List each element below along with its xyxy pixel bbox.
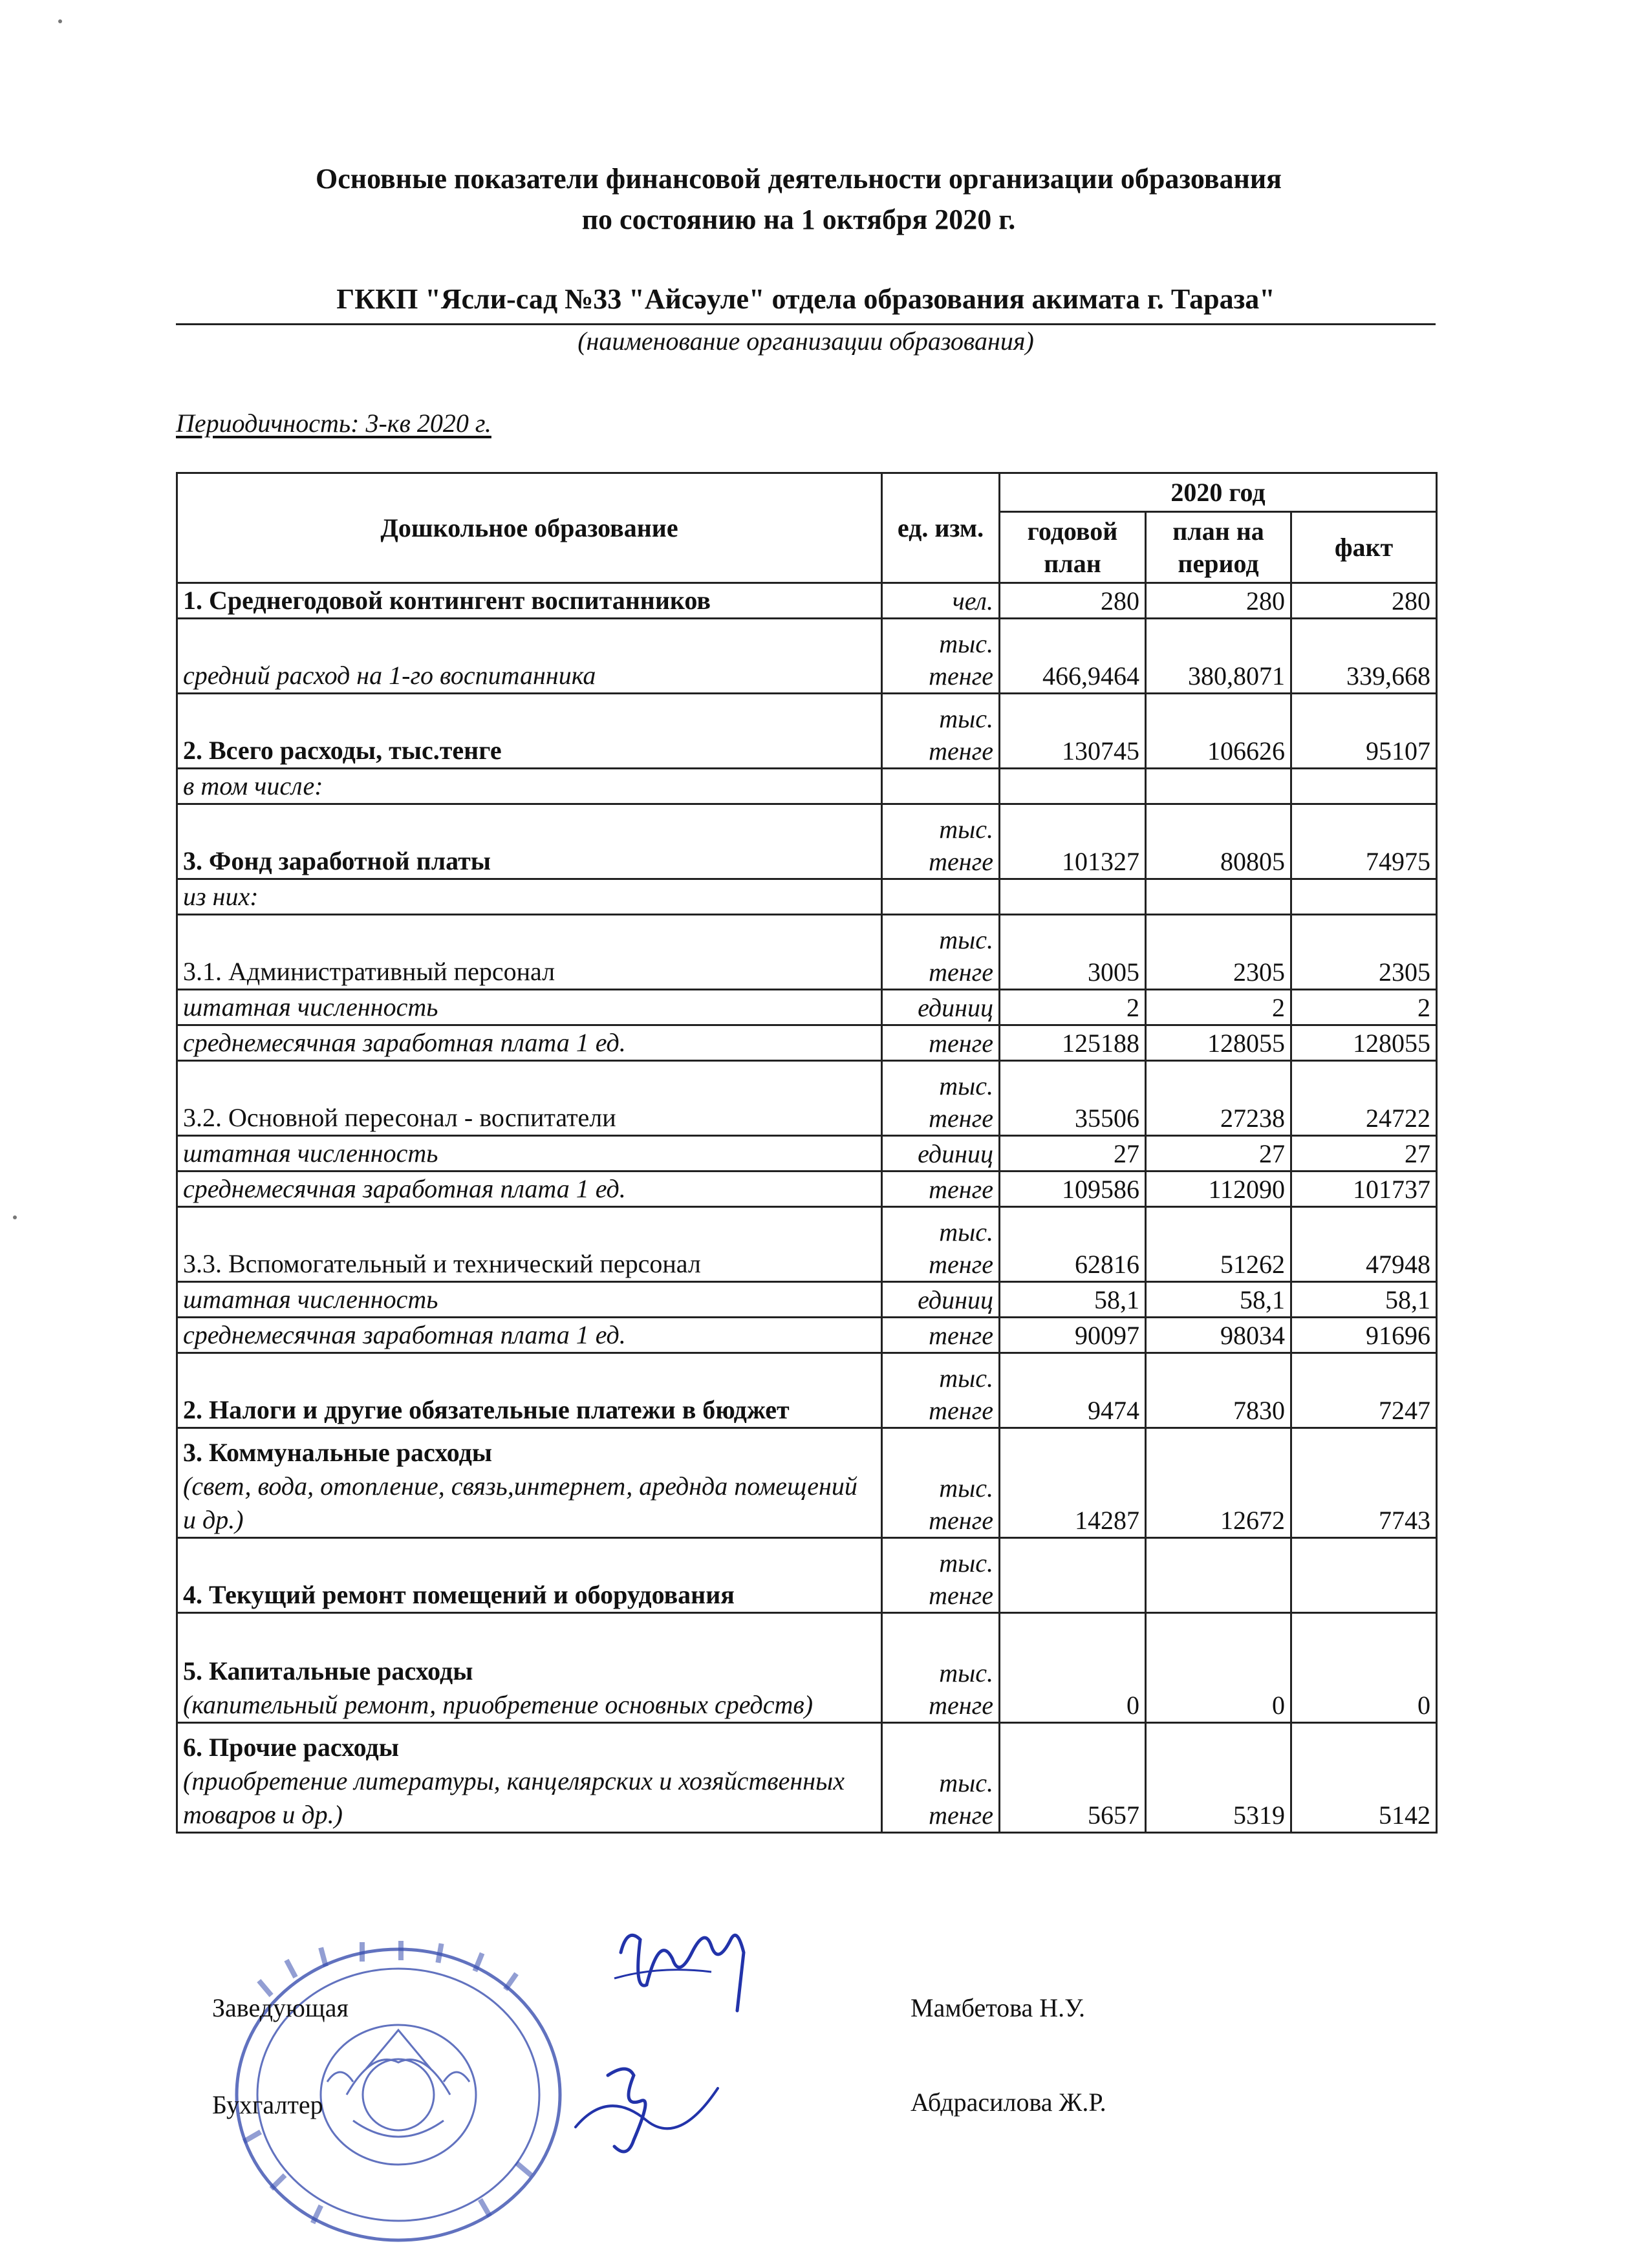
row-label: 3.2. Основной пересонал - воспитатели (183, 1103, 616, 1132)
row-value-fact: 27 (1291, 1136, 1437, 1171)
row-unit: чел. (882, 583, 1000, 619)
row-label: 3.3. Вспомогательный и технический персонал (183, 1249, 701, 1278)
row-label-cell (177, 1061, 882, 1136)
row-label: из них: (183, 882, 259, 911)
row-label: 3.1. Административный персонал (183, 957, 555, 986)
row-value-fact: 339,668 (1291, 619, 1437, 694)
scan-speck (13, 1215, 17, 1219)
table-row (177, 694, 1437, 769)
row-value-annual: 27 (1000, 1136, 1146, 1171)
row-unit: единиц (882, 990, 1000, 1025)
row-unit: тыс. тенге (882, 1613, 1000, 1723)
header-section: Дошкольное образование (177, 473, 882, 583)
table-row (177, 915, 1437, 990)
row-label-cell (177, 915, 882, 990)
row-label: 2. Всего расходы, тыс.тенге (183, 736, 502, 765)
table-row (177, 1353, 1437, 1428)
row-label-cell (177, 1025, 882, 1061)
row-unit: тыс. тенге (882, 1061, 1000, 1136)
row-label-cell (177, 769, 882, 804)
row-value-annual: 90097 (1000, 1318, 1146, 1353)
head-role-label: Заведующая (212, 1993, 349, 2022)
row-value-period: 380,8071 (1146, 619, 1291, 694)
row-value-fact: 2305 (1291, 915, 1437, 990)
row-label-cell (177, 1428, 882, 1538)
row-value-period: 51262 (1146, 1207, 1291, 1282)
row-value-period (1146, 1538, 1291, 1613)
row-label: среднемесячная заработная плата 1 ед. (183, 1320, 626, 1349)
row-value-annual: 3005 (1000, 915, 1146, 990)
row-note: (свет, вода, отопление, связь,интернет, ареднда помещений и др.) (183, 1471, 857, 1534)
row-unit: тыс. тенге (882, 1428, 1000, 1538)
organization-caption: (наименование организации образования) (577, 326, 1034, 356)
row-value-fact (1291, 1538, 1437, 1613)
row-label-cell (177, 583, 882, 619)
row-value-fact: 7247 (1291, 1353, 1437, 1428)
row-unit: тыс. тенге (882, 804, 1000, 879)
row-label: 1. Среднегодовой контингент воспитанников (183, 586, 711, 615)
row-value-annual: 35506 (1000, 1061, 1146, 1136)
row-value-period: 58,1 (1146, 1282, 1291, 1318)
row-value-fact (1291, 879, 1437, 915)
periodicity-label: Периодичность: 3-кв 2020 г. (176, 409, 491, 438)
row-value-annual: 280 (1000, 583, 1146, 619)
row-unit: единиц (882, 1136, 1000, 1171)
row-label-cell (177, 1318, 882, 1353)
row-value-annual: 14287 (1000, 1428, 1146, 1538)
row-unit: тыс. тенге (882, 915, 1000, 990)
row-value-period: 112090 (1146, 1171, 1291, 1207)
row-note: (приобретение литературы, канцелярских и хозяйственных товаров и др.) (183, 1766, 845, 1829)
row-value-fact: 74975 (1291, 804, 1437, 879)
row-value-annual: 58,1 (1000, 1282, 1146, 1318)
table-row (177, 1538, 1437, 1613)
row-unit: единиц (882, 1282, 1000, 1318)
table-row (177, 769, 1437, 804)
row-value-fact: 2 (1291, 990, 1437, 1025)
table-row (177, 1061, 1437, 1136)
row-label: среднемесячная заработная плата 1 ед. (183, 1028, 626, 1057)
row-value-period: 12672 (1146, 1428, 1291, 1538)
report-title: Основные показатели финансовой деятельности организации образования (315, 163, 1282, 195)
row-label-cell (177, 1723, 882, 1833)
row-label-cell (177, 1207, 882, 1282)
row-unit: тыс. тенге (882, 1353, 1000, 1428)
row-value-period: 106626 (1146, 694, 1291, 769)
row-value-annual: 130745 (1000, 694, 1146, 769)
table-row (177, 1136, 1437, 1171)
head-name: Мамбетова Н.У. (911, 1993, 1085, 2022)
scan-speck (58, 19, 62, 23)
row-value-period: 2305 (1146, 915, 1291, 990)
row-value-fact: 280 (1291, 583, 1437, 619)
row-value-annual: 2 (1000, 990, 1146, 1025)
row-label-cell (177, 694, 882, 769)
table-row (177, 583, 1437, 619)
row-value-annual (1000, 769, 1146, 804)
row-value-period (1146, 879, 1291, 915)
row-label: 3. Фонд заработной платы (183, 846, 491, 875)
row-value-period: 280 (1146, 583, 1291, 619)
row-value-period: 128055 (1146, 1025, 1291, 1061)
table-row (177, 1207, 1437, 1282)
row-label: 5. Капитальные расходы (183, 1656, 473, 1685)
row-value-period: 27238 (1146, 1061, 1291, 1136)
row-unit: тыс. тенге (882, 694, 1000, 769)
row-label-cell (177, 990, 882, 1025)
accountant-role-label: Бухгалтер (212, 2090, 323, 2119)
row-label: штатная численность (183, 992, 438, 1022)
row-label-cell (177, 1613, 882, 1723)
row-label-cell (177, 879, 882, 915)
row-value-period: 98034 (1146, 1318, 1291, 1353)
row-label: 6. Прочие расходы (183, 1733, 399, 1762)
row-value-fact: 24722 (1291, 1061, 1437, 1136)
row-value-period: 0 (1146, 1613, 1291, 1723)
row-value-annual: 5657 (1000, 1723, 1146, 1833)
row-value-annual: 0 (1000, 1613, 1146, 1723)
table-row (177, 804, 1437, 879)
row-label-cell (177, 1353, 882, 1428)
row-label: 3. Коммунальные расходы (183, 1438, 493, 1467)
row-value-period: 5319 (1146, 1723, 1291, 1833)
header-year: 2020 год (1000, 473, 1437, 512)
row-label: 4. Текущий ремонт помещений и оборудования (183, 1580, 735, 1609)
row-value-period: 27 (1146, 1136, 1291, 1171)
table-row (177, 1723, 1437, 1833)
accountant-name: Абдрасилова Ж.Р. (911, 2088, 1106, 2117)
row-label-cell (177, 1136, 882, 1171)
row-value-annual: 466,9464 (1000, 619, 1146, 694)
header-fact: факт (1291, 512, 1437, 583)
table-header-row (177, 473, 1437, 512)
table-row (177, 1428, 1437, 1538)
row-unit (882, 769, 1000, 804)
row-label: средний расход на 1-го воспитанника (183, 661, 596, 690)
row-unit: тенге (882, 1025, 1000, 1061)
table-row (177, 1171, 1437, 1207)
row-value-period: 80805 (1146, 804, 1291, 879)
row-unit: тыс. тенге (882, 1538, 1000, 1613)
table-row (177, 1282, 1437, 1318)
row-value-fact: 128055 (1291, 1025, 1437, 1061)
financial-indicators-table (176, 472, 1438, 1834)
row-value-fact: 47948 (1291, 1207, 1437, 1282)
row-value-period: 7830 (1146, 1353, 1291, 1428)
row-value-fact: 7743 (1291, 1428, 1437, 1538)
row-value-period: 2 (1146, 990, 1291, 1025)
row-label: штатная численность (183, 1285, 438, 1314)
row-unit: тенге (882, 1171, 1000, 1207)
row-unit: тыс. тенге (882, 619, 1000, 694)
report-date-line: по состоянию на 1 октября 2020 г. (581, 204, 1016, 235)
row-label: 2. Налоги и другие обязательные платежи в бюджет (183, 1395, 790, 1424)
row-value-fact: 91696 (1291, 1318, 1437, 1353)
row-unit: тыс. тенге (882, 1207, 1000, 1282)
head-signature-mark (608, 1914, 763, 2024)
row-value-fact: 0 (1291, 1613, 1437, 1723)
row-value-annual: 101327 (1000, 804, 1146, 879)
row-label: в том числе: (183, 771, 323, 800)
row-label-cell (177, 804, 882, 879)
row-value-fact: 101737 (1291, 1171, 1437, 1207)
row-value-annual (1000, 1538, 1146, 1613)
table-row (177, 1025, 1437, 1061)
row-value-fact: 95107 (1291, 694, 1437, 769)
row-label-cell (177, 619, 882, 694)
row-value-annual: 62816 (1000, 1207, 1146, 1282)
row-value-fact: 58,1 (1291, 1282, 1437, 1318)
row-value-period (1146, 769, 1291, 804)
row-value-fact (1291, 769, 1437, 804)
header-annual-plan: годовой план (1000, 512, 1146, 583)
row-label: среднемесячная заработная плата 1 ед. (183, 1174, 626, 1203)
row-value-annual: 109586 (1000, 1171, 1146, 1207)
header-unit: ед. изм. (882, 473, 1000, 583)
row-unit: тыс. тенге (882, 1723, 1000, 1833)
row-note: (капительный ремонт, приобретение основных средств) (183, 1690, 814, 1719)
row-unit: тенге (882, 1318, 1000, 1353)
accountant-signature-mark (569, 2049, 724, 2166)
row-value-annual: 9474 (1000, 1353, 1146, 1428)
row-value-annual (1000, 879, 1146, 915)
organization-name: ГККП "Ясли-сад №33 "Айсәуле" отдела образования акимата г. Тараза" (176, 275, 1436, 325)
header-period-plan: план на период (1146, 512, 1291, 583)
table-row (177, 619, 1437, 694)
row-value-fact: 5142 (1291, 1723, 1437, 1833)
row-unit (882, 879, 1000, 915)
table-row (177, 1613, 1437, 1723)
row-label-cell (177, 1538, 882, 1613)
row-label: штатная численность (183, 1139, 438, 1168)
table-row (177, 990, 1437, 1025)
table-row (177, 879, 1437, 915)
row-value-annual: 125188 (1000, 1025, 1146, 1061)
row-label-cell (177, 1282, 882, 1318)
row-label-cell (177, 1171, 882, 1207)
table-row (177, 1318, 1437, 1353)
